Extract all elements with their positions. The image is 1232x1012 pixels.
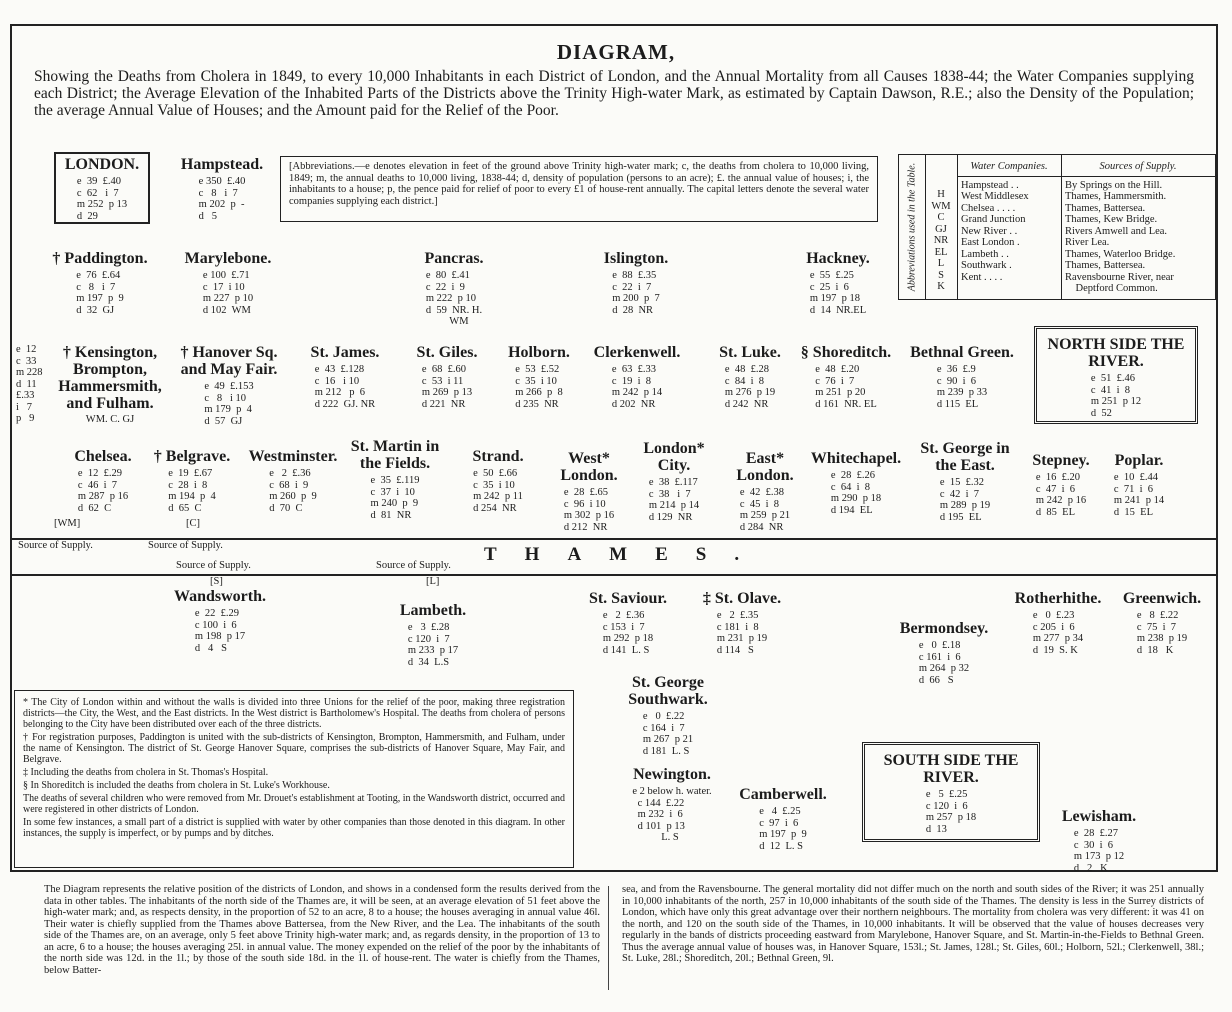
district-name: Wandsworth. xyxy=(173,588,267,605)
legend-abbr-col xyxy=(925,155,958,299)
district-name: Stepney. xyxy=(1032,452,1090,469)
district-stats: e 36 £.9 c 90 i 6 m 239 p 33 d 115 EL xyxy=(936,364,988,410)
district-stats: e 100 £.71 c 17 i 10 m 227 p 10 d 102 WM xyxy=(202,270,254,316)
district-name: Rotherhithe. xyxy=(1014,590,1102,607)
district-stats: e 80 £.41 c 22 i 9 m 222 p 10 d 59 NR. H. WM xyxy=(425,270,483,327)
legend-side-label xyxy=(899,155,926,299)
north-side-summary xyxy=(1038,336,1194,421)
district-stats: e 43 £.128 c 16 i 10 m 212 p 6 d 222 GJ. NR xyxy=(314,364,376,410)
legend-companies-list: Hampstead . . West Middlesex Chelsea . . . . Grand Junction New River . . East London . Lambeth . . Southwark . Kent . . . . xyxy=(961,179,1029,283)
source-tag-l: [L] xyxy=(426,576,440,587)
district-belgrave xyxy=(146,448,238,516)
district-stats: e 0 £.18 c 161 i 6 m 264 p 32 d 66 S xyxy=(918,640,970,686)
district-stats: e 28 £.27 c 30 i 6 m 173 p 12 d 2 K xyxy=(1073,828,1125,874)
district-stats: e 55 £.25 c 25 i 6 m 197 p 18 d 14 NR.EL xyxy=(809,270,867,316)
district-stgiles xyxy=(404,344,490,412)
district-strand xyxy=(458,448,538,516)
district-name: † Hanover Sq. and May Fair. xyxy=(180,344,278,378)
district-name: London* City. xyxy=(643,440,705,474)
district-stats: e 28 £.26 c 64 i 8 m 290 p 18 d 194 EL xyxy=(830,470,882,516)
district-paddington xyxy=(40,250,160,318)
district-stats: e 0 £.22 c 164 i 7 m 267 p 21 d 181 L. S xyxy=(642,711,694,757)
district-name: Whitechapel. xyxy=(810,450,902,467)
district-name: Bermondsey. xyxy=(899,620,989,637)
district-name: † Paddington. xyxy=(52,250,148,267)
district-stats: e 28 £.65 c 96 i 10 m 302 p 16 d 212 NR xyxy=(563,487,615,533)
explanation-right: sea, and from the Ravensbourne. The general mortality did not differ much on the north and south sides of the River; it was 251 annually in 10,000 inhabitants of the north, 257 in 10,000 inhabitants of the south side of the Thames. The density is less in the Surrey districts of London, which have only this great advantage over their northern neighbours. The mortality from cholera was very different: it was 41 on the north, and 120 on the south side of the Thames, in 10,000 inhabitants. It will be observed that the value of houses decreases very regularly in the bands of districts proceeding eastward from Marylebone, Hanover Square, and St. Martin-in-the-Fields to Bethnal Green. Thus the average annual value of houses was, in Hanover Square, 153l.; St. James, 128l.; St. Giles, 60l.; Holborn, 52l.; Clerkenwell, 38l.; St. Luke, 28l.; Shoreditch, 20l.; Bethnal Green, 9l. xyxy=(622,884,1204,964)
footnote: ‡ Including the deaths from cholera in St. Thomas's Hospital. xyxy=(23,767,269,778)
district-chelsea xyxy=(62,448,144,516)
district-rotherhithe xyxy=(1002,590,1114,658)
intro-text: Showing the Deaths from Cholera in 1849, to every 10,000 Inhabitants in each District of London, and the Annual Mortality from all Causes 1838-44; the Water Companies supplying each District; the Average Elevation of the Inhabited Parts of the Districts above the Trinity High-water Mark, as estimated by Captain Dawson, R.E.; also the Density of the Population; the average Annual Value of Houses; and the Amount paid for the Relief of the Poor. xyxy=(34,68,1194,119)
footnotes-box xyxy=(14,690,574,868)
district-lambeth xyxy=(388,602,478,670)
district-london xyxy=(56,156,148,224)
source-tag-s: [S] xyxy=(210,576,223,587)
district-name: St. Martin in the Fields. xyxy=(350,438,440,472)
legend-sources-head: Sources of Supply. xyxy=(1061,155,1215,177)
legend-side-text: Abbreviations used in the Table. xyxy=(906,162,918,292)
district-name: St. Luke. xyxy=(719,344,781,361)
source-tag-wm: [WM] xyxy=(54,518,81,529)
district-west-london xyxy=(548,450,630,535)
district-name: † Kensington, Brompton, Hammersmith, and Fulham. xyxy=(58,344,162,412)
district-stats: e 39 £.40 c 62 i 7 m 252 p 13 d 29 xyxy=(76,176,128,222)
district-name: St. Saviour. xyxy=(588,590,668,607)
district-stats: e 15 £.32 c 42 i 7 m 289 p 19 d 195 EL xyxy=(939,477,991,523)
district-islington xyxy=(588,250,684,318)
district-stats: e 12 £.29 c 46 i 7 m 287 p 16 d 62 C xyxy=(77,468,129,514)
district-hanover xyxy=(170,344,288,429)
legend-companies-col xyxy=(957,155,1062,299)
footnote: § In Shoreditch is included the deaths from cholera in St. Luke's Workhouse. xyxy=(23,780,330,791)
district-name: Islington. xyxy=(603,250,669,267)
district-marylebone xyxy=(172,250,284,318)
district-stats: e 88 £.35 c 22 i 7 m 200 p 7 d 28 NR xyxy=(612,270,660,316)
river-bank-south xyxy=(12,574,1216,576)
district-name: Newington. xyxy=(633,766,711,783)
district-stats: e 68 £.60 c 53 i 11 m 269 p 13 d 221 NR xyxy=(421,364,473,410)
district-bermondsey xyxy=(890,620,998,688)
district-stjames xyxy=(296,344,394,412)
source-label-l: Source of Supply. xyxy=(376,560,451,571)
legend-abbr-values: H WM C GJ NR EL L S K xyxy=(931,189,951,292)
district-stats: e 38 £.117 c 38 i 7 m 214 p 14 d 129 NR xyxy=(648,477,700,523)
column-divider xyxy=(608,886,609,990)
district-name: St. George Southwark. xyxy=(628,674,708,708)
district-wandsworth xyxy=(160,588,280,656)
district-name: St. James. xyxy=(310,344,380,361)
district-name: Clerkenwell. xyxy=(593,344,681,361)
district-name: Lambeth. xyxy=(399,602,467,619)
district-bethnal-green xyxy=(900,344,1024,412)
district-stats: e 16 £.20 c 47 i 6 m 242 p 16 d 85 EL xyxy=(1035,472,1087,518)
district-shoreditch xyxy=(794,344,898,412)
district-stats: e 2 £.35 c 181 i 8 m 231 p 19 d 114 S xyxy=(716,610,768,656)
district-poplar xyxy=(1104,452,1174,520)
district-stats: e 3 £.28 c 120 i 7 m 233 p 17 d 34 L.S xyxy=(407,622,459,668)
district-stepney xyxy=(1024,452,1098,520)
district-name: SOUTH SIDE THE RIVER. xyxy=(883,752,1019,786)
page-title: DIAGRAM, xyxy=(556,40,676,64)
district-name: Marylebone. xyxy=(184,250,272,267)
district-stats: e 19 £.67 c 28 i 8 m 194 p 4 d 65 C xyxy=(168,468,216,514)
district-name: St. George in the East. xyxy=(920,440,1010,474)
district-stats: e 2 £.36 c 153 i 7 m 292 p 18 d 141 L. S xyxy=(602,610,654,656)
district-stats: e 2 £.36 c 68 i 9 m 260 p 9 d 70 C xyxy=(269,468,317,514)
legend-sources-col xyxy=(1061,155,1215,299)
district-name: West* London. xyxy=(560,450,618,484)
district-stats: e 4 £.25 c 97 i 6 m 197 p 9 d 12 L. S xyxy=(759,806,807,852)
source-label-wm: Source of Supply. xyxy=(18,540,93,551)
district-westminster xyxy=(240,448,346,516)
district-stolave xyxy=(694,590,790,658)
legend-sources-list: By Springs on the Hill. Thames, Hammersmith. Thames, Battersea. Thames, Kew Bridge. Rivers Amwell and Lea. River Lea. Thames, Waterloo Bridge. Thames, Battersea. Ravensbourne River, near Deptford Common. xyxy=(1065,179,1176,294)
district-stats: e 48 £.20 c 76 i 7 m 251 p 20 d 161 NR. EL xyxy=(815,364,877,410)
district-name: Lewisham. xyxy=(1061,808,1137,825)
district-name: § Shoreditch. xyxy=(800,344,892,361)
district-name: Greenwich. xyxy=(1122,590,1202,607)
district-name: Westminster. xyxy=(248,448,338,465)
district-stats: e 50 £.66 c 35 i 10 m 242 p 11 d 254 NR xyxy=(473,468,523,514)
district-name: ‡ St. Olave. xyxy=(702,590,782,607)
district-camberwell xyxy=(732,786,834,854)
district-stgeorge-southwark xyxy=(618,674,718,759)
district-stats: e 0 £.23 c 205 i 6 m 277 p 34 d 19 S. K xyxy=(1032,610,1084,656)
abbreviations-note: [Abbreviations.—e denotes elevation in feet of the ground above Trinity high-water mark; c, the deaths from cholera to 10,000 living, 1849; m, the annual deaths to 10,000 living, 1838-44; d, density of population (persons to an acre); £. the annual value of houses; i, the inhabitants to a house; p, the pence paid for relief of poor to every £1 of house-rent annually. The capital letters denote the several water companies supplying each district.] xyxy=(280,156,878,222)
district-name: Chelsea. xyxy=(74,448,132,465)
district-name: Camberwell. xyxy=(739,786,827,803)
legend-companies-head: Water Companies. xyxy=(957,155,1061,177)
south-side-summary xyxy=(866,752,1036,837)
district-stats: e 76 £.64 c 8 i 7 m 197 p 9 d 32 GJ xyxy=(76,270,124,316)
district-stmartin xyxy=(342,438,448,523)
district-name: East* London. xyxy=(736,450,794,484)
district-stats: e 2 below h. water. c 144 £.22 m 232 i 6 d 101 p 13 L. S xyxy=(632,786,712,843)
district-clerkenwell xyxy=(586,344,688,412)
source-label-s: Source of Supply. xyxy=(176,560,251,571)
district-stats: e 5 £.25 c 120 i 6 m 257 p 18 d 13 xyxy=(925,789,977,835)
district-name: Strand. xyxy=(472,448,524,465)
district-name: LONDON. xyxy=(64,156,140,173)
district-name: NORTH SIDE THE RIVER. xyxy=(1047,336,1185,370)
district-stats: e 10 £.44 c 71 i 6 m 241 p 14 d 15 EL xyxy=(1113,472,1165,518)
district-pancras xyxy=(404,250,504,329)
district-name: Hackney. xyxy=(806,250,870,267)
district-name: Holborn. xyxy=(508,344,570,361)
water-companies-legend xyxy=(898,154,1216,300)
district-stsaviour xyxy=(576,590,680,658)
district-stats: e 49 £.153 c 8 i 10 m 179 p 4 d 57 GJ xyxy=(204,381,254,427)
district-name: Bethnal Green. xyxy=(910,344,1014,361)
district-stats: e 48 £.28 c 84 i 8 m 276 p 19 d 242 NR xyxy=(724,364,776,410)
district-stats: e 350 £.40 c 8 i 7 m 202 p - d 5 xyxy=(198,176,246,222)
district-hampstead xyxy=(172,156,272,224)
explanation-left: The Diagram represents the relative position of the districts of London, and shows in a condensed form the results derived from the data in other tables. The inhabitants of the north side of the Thames are, it will be seen, at an average elevation of 51 feet above the high-water mark; and, as respects density, in the proportion of 52 to an acre, 8 to a house; the houses averaging in annual value 46l. Their water is chiefly supplied from the Thames above Battersea, from the New River, and the Lea. The inhabitants of the south side of the Thames are, on an average, only 5 feet above Trinity high-water mark; and, as regards density, in the proportion of 13 to an acre, 6 to a house; the houses averaging 25l. in annual value. The money expended on the relief of the poor by the inhabitants of the north side was 12d. in the 1l.; by those of the south side 18d. in the 1l. of house-rent. The water is chiefly from the Thames, below Batter- xyxy=(44,884,600,976)
district-stats: e 22 £.29 c 100 i 6 m 198 p 17 d 4 S xyxy=(194,608,246,654)
source-label-c: Source of Supply. xyxy=(148,540,223,551)
district-name: Pancras. xyxy=(424,250,484,267)
district-greenwich xyxy=(1116,590,1208,658)
district-east-london xyxy=(724,450,806,535)
district-lewisham xyxy=(1052,808,1146,876)
district-holborn xyxy=(500,344,578,412)
district-london-city xyxy=(632,440,716,525)
district-stats: e 53 £.52 c 35 i 10 m 266 p 8 d 235 NR xyxy=(515,364,563,410)
source-tag-c: [C] xyxy=(186,518,200,529)
footnote: * The City of London within and without the walls is divided into three Unions for the relief of the poor, making three registration districts—the City, the West, and the East districts. In the West district is Bartholomew's Hospital. The deaths from cholera of persons belonging to the City have been distributed over each of the three districts. xyxy=(23,697,565,730)
district-stats: e 42 £.38 c 45 i 8 m 259 p 21 d 284 NR xyxy=(739,487,791,533)
district-stats: e 51 £.46 c 41 i 8 m 251 p 12 d 52 xyxy=(1090,373,1142,419)
kensington-stats: e 12 c 33 m 228 d 11 £.33 i 7 p 9 xyxy=(16,344,43,424)
district-name: Hampstead. xyxy=(180,156,264,173)
district-newington xyxy=(614,766,730,845)
district-name: Poplar. xyxy=(1114,452,1164,469)
district-stats: e 63 £.33 c 19 i 8 m 242 p 14 d 202 NR xyxy=(611,364,663,410)
footnote: The deaths of several children who were removed from Mr. Drouet's establishment at Tooting, in the Wandsworth district, occurred and were registered in other districts of London. xyxy=(23,793,566,815)
district-water: WM. C. GJ xyxy=(85,414,135,425)
district-name: St. Giles. xyxy=(416,344,478,361)
district-kensington xyxy=(52,344,168,426)
district-hackney xyxy=(790,250,886,318)
district-stgeorge-east xyxy=(910,440,1020,525)
footnote: In some few instances, a small part of a district is supplied with water by other companies than those denoted in this diagram. In other instances, the supply is imperfect, or by pumps and by ditches. xyxy=(23,817,565,839)
district-stats: e 8 £.22 c 75 i 7 m 238 p 19 d 18 K xyxy=(1136,610,1188,656)
river-thames-label: THAMES. xyxy=(484,544,768,565)
district-stluke xyxy=(708,344,792,412)
district-whitechapel xyxy=(804,450,908,518)
district-stats: e 35 £.119 c 37 i 10 m 240 p 9 d 81 NR xyxy=(370,475,420,521)
footnote: † For registration purposes, Paddington is united with the sub-districts of Kensington, Brompton, Hammersmith, and Fulham, under the name of Kensington. The district of St. George Hanover Square, comprises the sub-districts of Hanover Square, May Fair, and Belgrave. xyxy=(23,732,565,765)
district-name: † Belgrave. xyxy=(153,448,231,465)
